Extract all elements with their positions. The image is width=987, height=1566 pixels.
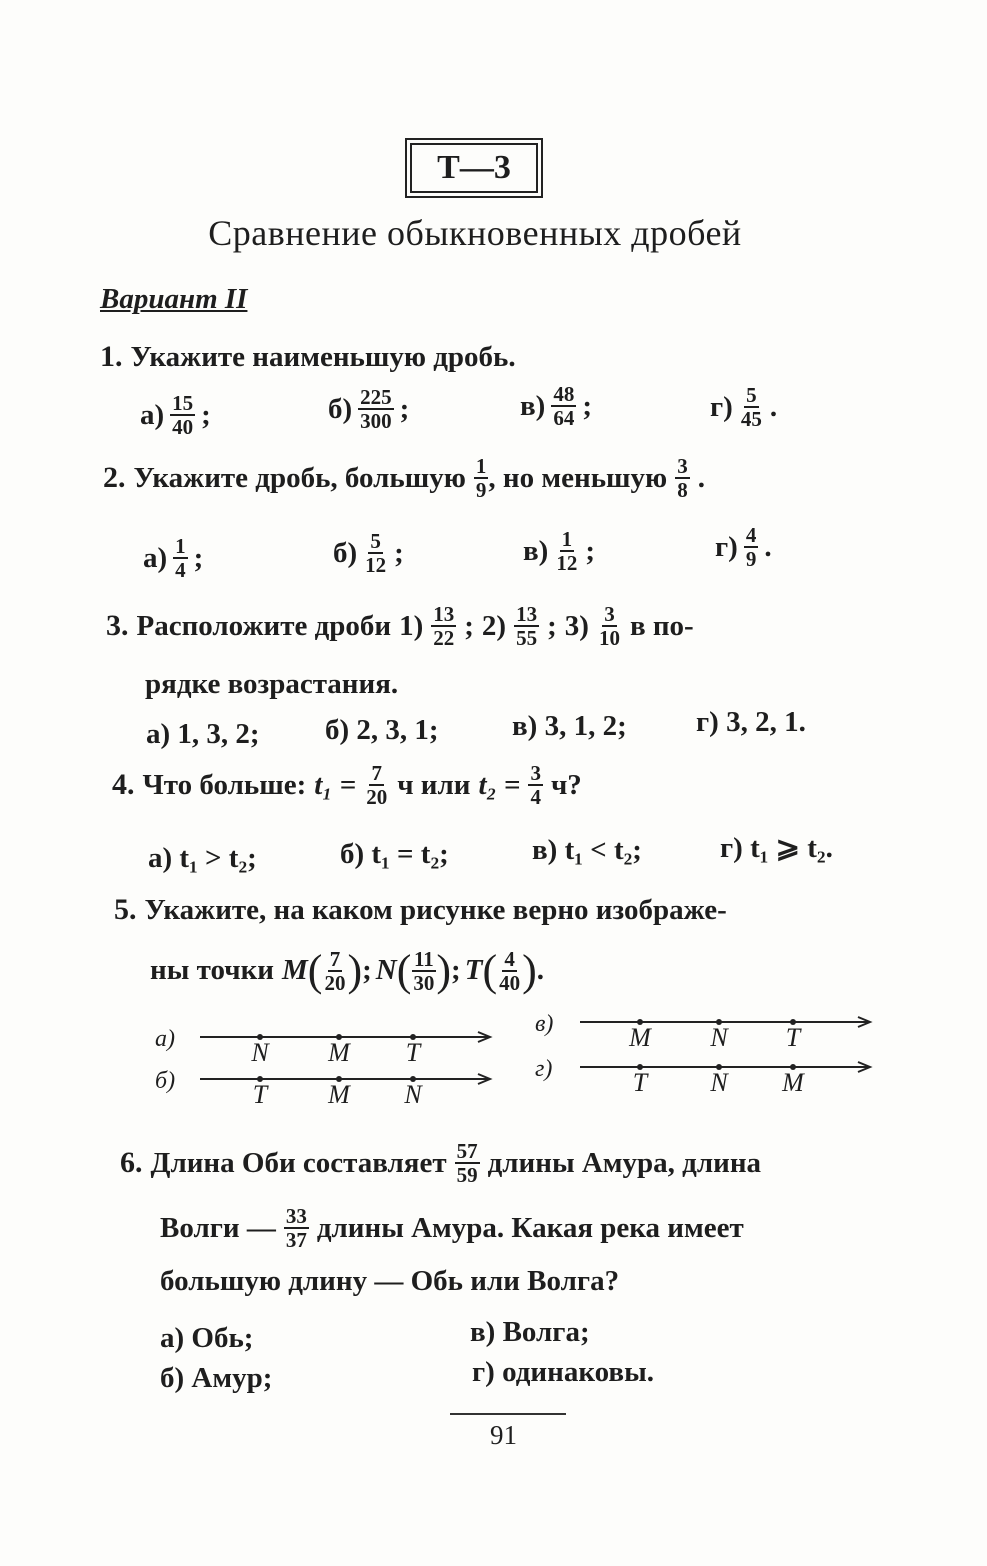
fraction: $\frac{3}{8}$ xyxy=(677,454,688,502)
q3-option-d: г) 3, 2, 1. xyxy=(696,706,806,738)
question-2 xyxy=(103,455,713,501)
fraction: $\frac{5}{12}$ xyxy=(365,529,387,577)
punct: ; xyxy=(585,534,595,567)
fraction: $\frac{4}{9}$ xyxy=(745,523,757,571)
number-line-arrow xyxy=(580,1060,880,1074)
page-title: Сравнение обыкновенных дробей xyxy=(208,213,742,253)
point-label: M xyxy=(328,1080,350,1109)
q1-option-d xyxy=(710,384,783,430)
variable: t₁ = xyxy=(314,768,357,801)
question-text: ны точки xyxy=(150,954,274,986)
point-n: N ( $\frac{11}{30}$ ) ; xyxy=(375,946,461,995)
test-label: Т—3 xyxy=(437,149,511,186)
question-number: 1. xyxy=(100,340,123,373)
diagram-label: б) xyxy=(155,1068,176,1094)
point-label: M xyxy=(328,1038,350,1067)
question-5-line2 xyxy=(150,945,552,996)
question-5 xyxy=(114,893,735,927)
question-3 xyxy=(106,603,702,649)
question-text: Укажите, на каком рисунке верно изображе- xyxy=(144,893,727,926)
point-m: M ( $\frac{7}{20}$ ) ; xyxy=(282,946,372,995)
q2-option-a xyxy=(143,535,209,581)
option-label: а) xyxy=(140,398,165,431)
q1-option-a xyxy=(140,392,217,438)
number-line-2 xyxy=(155,1068,560,1122)
point-label: T xyxy=(785,1023,801,1052)
page-number: 91 xyxy=(490,1420,517,1450)
option-label: в) xyxy=(523,534,549,567)
fraction: $\frac{225}{300}$ xyxy=(360,385,392,433)
q4-option-c: в) t₁ < t₂; xyxy=(532,834,642,866)
fraction: $\frac{48}{64}$ xyxy=(553,382,575,430)
question-number: 5. xyxy=(114,893,137,926)
question-number: 2. xyxy=(103,461,126,494)
option-label: б) xyxy=(328,392,353,425)
question-1 xyxy=(100,340,524,374)
q3-option-a: а) 1, 3, 2; xyxy=(146,718,260,750)
question-text: длины Амура, длина xyxy=(487,1146,762,1179)
question-text: большую длину — Обь или Волга? xyxy=(160,1265,620,1297)
option-label: а) xyxy=(143,541,168,574)
fraction: $\frac{1}{12}$ xyxy=(556,527,578,575)
fraction: $\frac{5}{45}$ xyxy=(740,383,762,431)
point-t: T ( $\frac{4}{40}$ ) . xyxy=(464,946,544,995)
point-label: N xyxy=(251,1038,269,1067)
fraction: $\frac{13}{22}$ xyxy=(433,602,455,650)
item-index: 1) xyxy=(399,609,424,642)
punct: . xyxy=(769,390,778,423)
punct: ; xyxy=(193,541,204,574)
q6-option-c: в) Волга; xyxy=(470,1316,590,1348)
point-label: N xyxy=(710,1023,728,1052)
point-label: M xyxy=(782,1068,804,1097)
question-text: Волги — xyxy=(160,1211,276,1244)
punct: ; xyxy=(547,609,557,642)
fraction: $\frac{15}{40}$ xyxy=(172,391,194,439)
question-text: ч? xyxy=(550,768,582,801)
question-number: 6. xyxy=(120,1146,143,1179)
question-text: Длина Оби составляет xyxy=(150,1146,447,1179)
q4-option-b: б) t₁ = t₂; xyxy=(340,838,449,870)
number-line-4 xyxy=(535,1056,940,1110)
item-index: 2) xyxy=(481,609,507,642)
option-label: г) xyxy=(710,390,733,423)
question-text: Что больше: xyxy=(142,768,307,801)
q3-option-c: в) 3, 1, 2; xyxy=(512,710,627,742)
option-label: в) xyxy=(520,389,546,422)
question-text: рядке возрастания. xyxy=(145,668,399,700)
question-3-line2 xyxy=(145,668,406,701)
fraction: $\frac{3}{10}$ xyxy=(598,602,620,650)
test-label-box xyxy=(410,143,538,193)
fraction: $\frac{1}{4}$ xyxy=(175,534,186,582)
question-6-line2 xyxy=(160,1205,752,1251)
question-number: 3. xyxy=(106,609,129,642)
point-label: M xyxy=(629,1023,651,1052)
question-4 xyxy=(112,762,590,808)
page-number-rule xyxy=(450,1413,566,1415)
diagram-label: г) xyxy=(535,1056,553,1082)
fraction: $\frac{3}{4}$ xyxy=(530,761,541,809)
q2-option-d xyxy=(715,524,778,570)
q4-option-a: а) t₁ > t₂; xyxy=(148,842,257,874)
punct: ; xyxy=(464,609,474,642)
punct: ; xyxy=(201,398,211,431)
q2-option-c xyxy=(523,528,601,574)
question-6-line3 xyxy=(160,1265,627,1298)
q2-option-b xyxy=(333,530,410,576)
variable: t₂ = xyxy=(478,768,521,801)
option-label: г) xyxy=(715,530,738,563)
q6-option-a: а) Обь; xyxy=(160,1322,254,1354)
q1-option-c xyxy=(520,383,598,429)
punct: ; xyxy=(399,392,410,425)
question-text: длины Амура. Какая река имеет xyxy=(316,1211,744,1244)
question-text: , но меньшую xyxy=(488,461,668,494)
fraction: $\frac{13}{55}$ xyxy=(516,602,538,650)
fraction: $\frac{57}{59}$ xyxy=(456,1139,478,1187)
punct: ; xyxy=(582,389,592,422)
point-label: T xyxy=(632,1068,648,1097)
punct: ; xyxy=(394,536,404,569)
variant-heading: Вариант II xyxy=(100,283,248,315)
question-text: Расположите дроби xyxy=(136,609,392,642)
punct: . xyxy=(764,530,772,563)
q1-option-b xyxy=(328,386,415,432)
point-label: T xyxy=(252,1080,268,1109)
diagram-label: а) xyxy=(155,1026,175,1052)
fraction: $\frac{1}{9}$ xyxy=(475,454,487,502)
number-line-3 xyxy=(535,1011,940,1065)
item-index: 3) xyxy=(564,609,589,642)
question-text: ч или xyxy=(397,768,471,801)
diagram-label: в) xyxy=(535,1011,554,1037)
question-text: Укажите дробь, большую xyxy=(133,461,466,494)
punct: . xyxy=(697,461,705,494)
fraction: $\frac{7}{20}$ xyxy=(366,761,388,809)
point-label: N xyxy=(404,1080,422,1109)
q6-option-b: б) Амур; xyxy=(160,1362,273,1394)
fraction: $\frac{33}{37}$ xyxy=(285,1204,307,1252)
question-text: Укажите наименьшую дробь. xyxy=(130,340,516,373)
q4-option-d: г) t₁ ⩾ t₂. xyxy=(720,832,833,864)
point-label: N xyxy=(710,1068,728,1097)
number-line-arrow xyxy=(580,1015,880,1029)
question-6 xyxy=(120,1140,769,1186)
option-label: б) xyxy=(333,536,358,569)
question-number: 4. xyxy=(112,768,135,801)
question-text: в по- xyxy=(629,609,694,642)
point-label: T xyxy=(405,1038,421,1067)
q3-option-b: б) 2, 3, 1; xyxy=(325,714,439,746)
q6-option-d: г) одинаковы. xyxy=(472,1356,654,1388)
